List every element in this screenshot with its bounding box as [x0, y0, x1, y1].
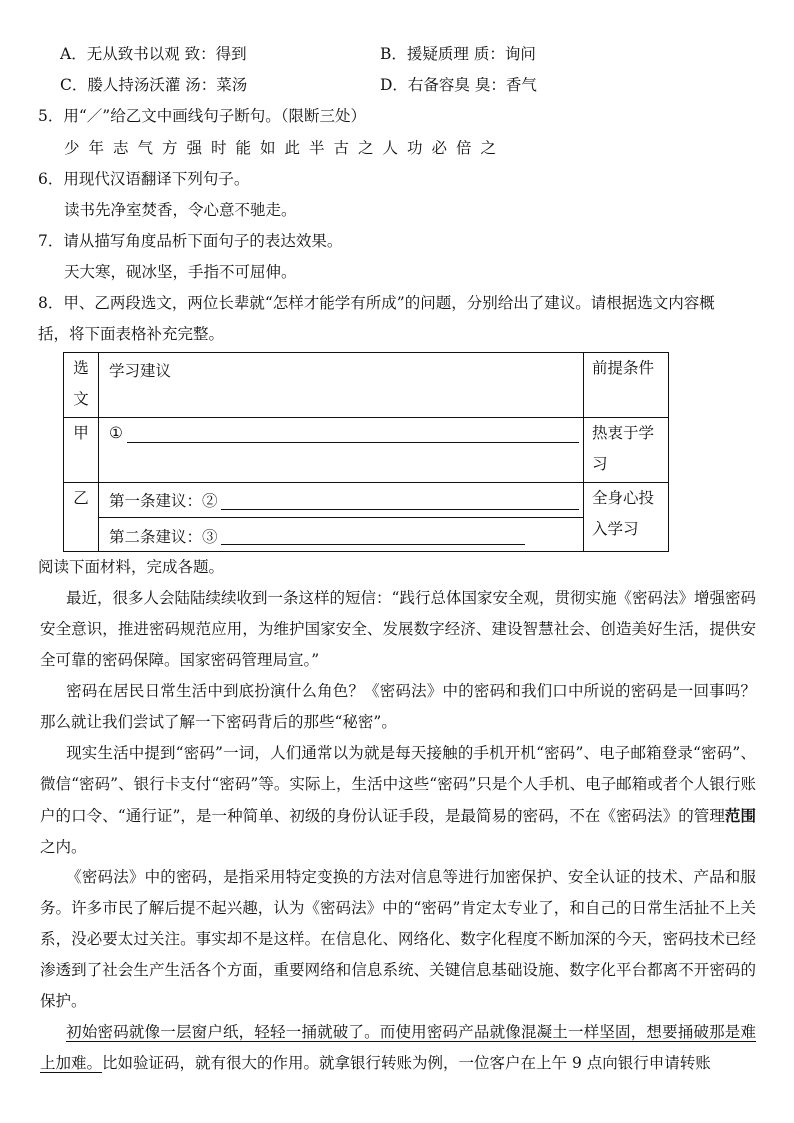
paragraph-5: 初始密码就像一层窗户纸，轻轻一捅就破了。而使用密码产品就像混凝土一样坚固，想要捅破那是难上加难。比如验证码，就有很大的作用。就拿银行转账为例，一位客户在上午 9 点向银行申请转账: [40, 1023, 756, 1072]
option-d: D．右备容臭 臭：香气: [380, 76, 537, 94]
jia-advice-cell: [99, 418, 584, 483]
bold-term: 范围: [724, 806, 756, 825]
paragraph-3: 现实生活中提到“密码”一词，人们通常以为就是每天接触的手机开机“密码”、电子邮箱登录“密码”、微信“密码”、银行卡支付“密码”等。实际上，生活中这些“密码”只是个人手机、电子邮箱或者个人银行账户的口令、“通行证”，是一种简单、初级的身份认证手段，是最简易的密码，不在《密码法》的管理范围之内。: [40, 744, 756, 856]
blank-mark-1: ①: [109, 424, 123, 442]
question-6-prompt: 6．用现代汉语翻译下列句子。: [38, 170, 250, 188]
option-c: C．媵人持汤沃灌 汤：菜汤: [60, 76, 248, 94]
header-advice: 学习建议: [99, 353, 584, 418]
option-a: A．无从致书以观 致：得到: [60, 45, 247, 63]
question-5-sentence: 少年志气方强时能如此半古之人功必倍之: [64, 139, 506, 157]
paragraph-4: 《密码法》中的密码，是指采用特定变换的方法对信息等进行加密保护、安全认证的技术、产品和服务。许多市民了解后提不起兴趣，认为《密码法》中的“密码”肯定太专业了，和自己的日常生活扯不上关系，没必要太过关注。事实却不是这样。在信息化、网络化、数字化程度不断加深的今天，密码技术已经渗透到了社会生产生活各个方面，重要网络和信息系统、关键信息基础设施、数字化平台都离不开密码的保护。: [40, 868, 756, 1010]
underlined-sentence: 初始密码就像一层窗户纸，轻轻一捅就破了。而使用密码产品就像混凝土一样坚固，想要捅破那是难上加难。: [40, 1023, 756, 1072]
yi-advice-cell: [99, 483, 584, 552]
row-label-jia: 甲: [64, 418, 99, 483]
question-8-prompt-continued: 括，将下面表格补充完整。: [38, 325, 225, 343]
header-selection: 选文: [64, 353, 99, 418]
answer-blank-1[interactable]: [127, 442, 579, 443]
advice-1-label: 第一条建议：②: [109, 492, 218, 510]
question-7-sentence: 天大寒，砚冰坚，手指不可屈伸。: [64, 263, 297, 281]
question-6-sentence: 读书先净室焚香，令心意不驰走。: [64, 201, 297, 219]
paragraph-2: 密码在居民日常生活中到底扮演什么角色？《密码法》中的密码和我们口中所说的密码是一回事吗？那么就让我们尝试了解一下密码背后的那些“秘密”。: [40, 682, 756, 731]
advice-2-label: 第二条建议：③: [109, 528, 218, 546]
answer-blank-3[interactable]: [221, 544, 525, 545]
header-condition: 前提条件: [584, 353, 669, 418]
answer-blank-2[interactable]: [221, 509, 579, 510]
question-8-prompt: 8．甲、乙两段选文，两位长辈就“怎样才能学有所成”的问题，分别给出了建议。请根据选文内容概: [38, 294, 715, 312]
row-label-yi: 乙: [64, 483, 99, 552]
paragraph-1: 最近，很多人会陆陆续续收到一条这样的短信：“践行总体国家安全观，贯彻实施《密码法》增强密码安全意识，推进密码规范应用，为维护国家安全、发展数字经济、建设智慧社会、创造美好生活，提供安全可靠的密码保障。国家密码管理局宣。”: [40, 589, 756, 669]
option-b: B．援疑质理 质：询问: [380, 45, 536, 63]
yi-condition: 全身心投入学习: [584, 483, 669, 552]
reading-intro: 阅读下面材料，完成各题。: [38, 558, 225, 576]
question-5-prompt: 5．用“／”给乙文中画线句子断句。（限断三处）: [38, 107, 366, 125]
jia-condition: 热衷于学习: [584, 418, 669, 483]
row-divider: [99, 517, 583, 518]
question-7-prompt: 7．请从描写角度品析下面句子的表达效果。: [38, 232, 343, 250]
answer-table: [63, 352, 669, 552]
